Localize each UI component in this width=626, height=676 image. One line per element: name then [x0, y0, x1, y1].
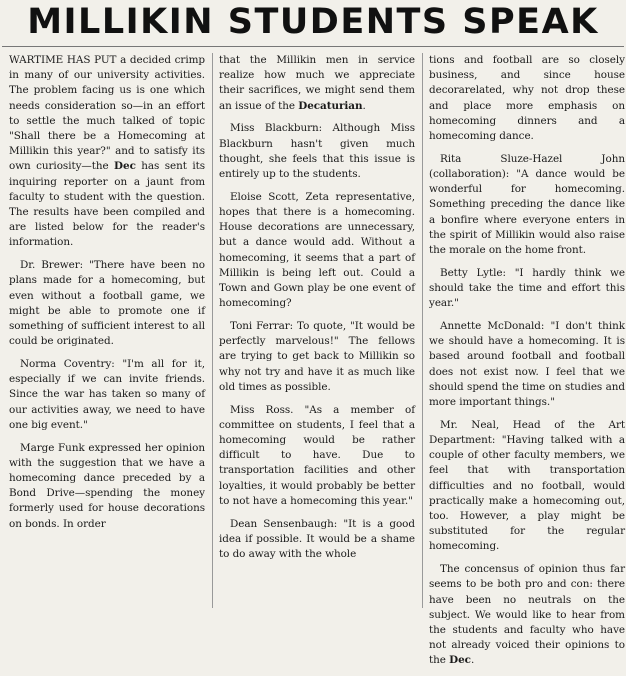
- quote-lytle: Betty Lytle: "I hardly think we should take the time and effort this year.": [429, 266, 625, 310]
- dec-name: Dec: [449, 654, 471, 667]
- sensenbaugh-continued: tions and football are so closely business, and since house decorarelated, why not drop these and place more emphasis on homecoming dinners and a homecoming dance.: [429, 54, 625, 143]
- column-divider: [212, 53, 213, 608]
- quote-ross: Miss Ross. "As a member of committee on students, I feel that a homecoming would be rather difficult to have. Due to transportation facilities and other loyalties, it would probably be better to not have a homecoming this year.": [219, 403, 415, 507]
- quote-ferrar: Toni Ferrar: To quote, "It would be perfectly marvelous!" The fellows are trying to get back to Millikin so why not try and have it as much like old times as possible.: [219, 320, 415, 393]
- intro-paragraph: WARTIME HAS PUT a decided crimp in many of our university activities. The problem facing us is one which needs consideration so—in an effort to settle the much talked of topic "Shall there be a Homecoming at Millikin this year?" and to satisfy its own curiosity—the Dec has sent its inquiring reporter on a jaunt from faculty to student with the question. The results have been compiled and are listed below for the reader's information.: [9, 54, 205, 249]
- quote-john: Rita Sluze-Hazel John (collaboration): "A dance would be wonderful for homecoming. Something preceding the dance like a bonfire where everyone enters in the spirit of Millikin would also raise the morale on the home front.: [429, 152, 625, 257]
- consensus-paragraph: The concensus of opinion thus far seems to be both pro and con: there have been no neutrals on the subject. We would like to hear from the students and faculty who have not already voiced their opinions to the Dec.: [429, 563, 625, 667]
- quote-scott: Eloise Scott, Zeta representative, hopes that there is a homecoming. House decorations are unnecessary, but a dance would add. Without a homecoming, it seems that a part of Millikin is being left out. Could a Town and Gown play be one event of homecoming?: [219, 190, 415, 310]
- quote-funk: Marge Funk expressed her opinion with the suggestion that we have a homecoming dance preceded by a Bond Drive—spending the money formerly used for house decorations on bonds. In order: [9, 441, 205, 530]
- column-divider: [422, 53, 423, 608]
- headline-rule: [2, 46, 624, 47]
- headline: MILLIKIN STUDENTS SPEAK: [27, 2, 599, 42]
- quote-brewer: Dr. Brewer: "There have been no plans made for a homecoming, but even without a football game, we might be able to promote one if something of sufficient interest to all could be originated.: [9, 259, 205, 348]
- quote-sensenbaugh: Dean Sensenbaugh: "It is a good idea if possible. It would be a shame to do away with the whole: [219, 517, 415, 561]
- column-3: [429, 53, 625, 676]
- funk-continued: that the Millikin men in service realize how much we appreciate their sacrifices, we might send them an issue of the Decaturian.: [219, 54, 415, 112]
- quote-blackburn: Miss Blackburn: Although Miss Blackburn hasn't given much thought, she feels that this issue is entirely up to the students.: [219, 122, 415, 181]
- dec-name: Dec: [114, 160, 136, 173]
- decaturian-name: Decaturian: [298, 99, 363, 112]
- quote-mcdonald: Annette McDonald: "I don't think we should have a homecoming. It is based around football and football does not exist now. I feel that we should spend the time on studies and more important things.": [429, 320, 625, 409]
- column-1: [9, 53, 205, 539]
- quote-coventry: Norma Coventry: "I'm all for it, especially if we can invite friends. Since the war has taken so many of our activities away, we need to have one big event.": [9, 358, 205, 431]
- column-2: [219, 53, 415, 570]
- quote-neal: Mr. Neal, Head of the Art Department: "Having talked with a couple of other faculty members, we feel that with transportation difficulties and no football, would practically make a homecoming out, too. However, a play might be substituted for the regular homecoming.: [429, 418, 625, 553]
